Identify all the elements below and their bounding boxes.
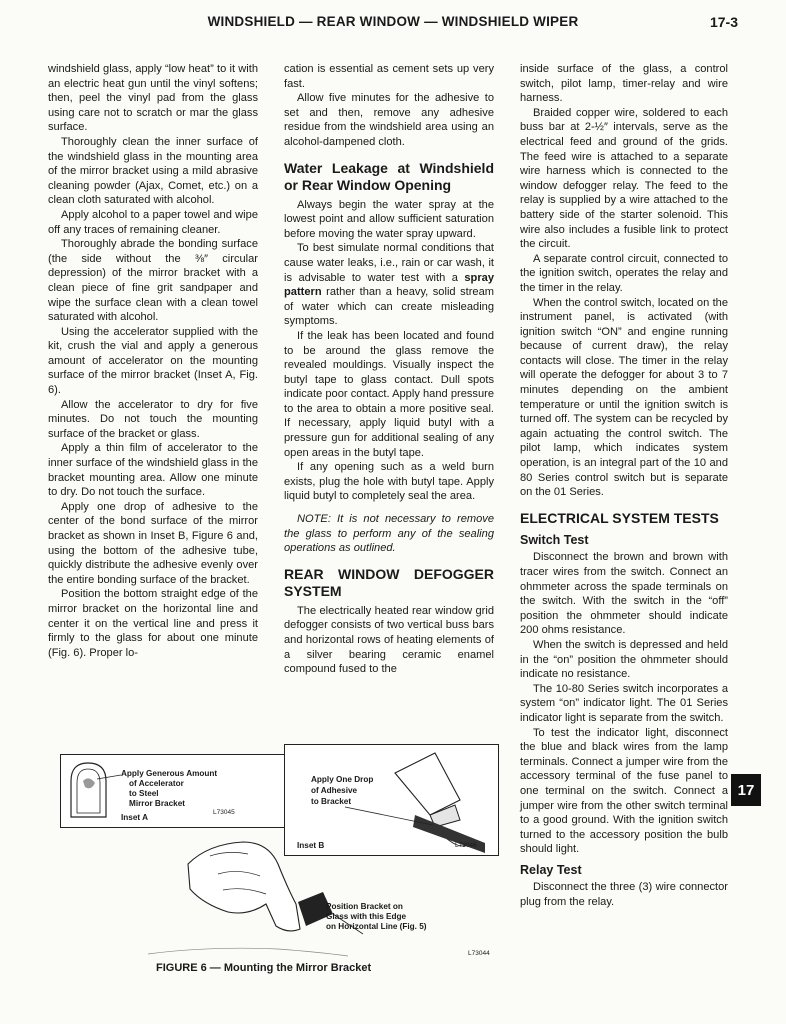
paragraph: The electrically heated rear window grid defogger consists of two vertical buss bars and horizontal rows of heating elements of a silver bearing ceramic enamel compound fused to the — [284, 604, 494, 676]
paragraph: Using the accelerator supplied with the kit, crush the vial and apply a generous amount of accelerator on the mounting surface of the mirror bracket (Inset A, Fig. 6). — [48, 325, 258, 397]
paragraph: Thoroughly abrade the bonding surface (the side without the ⅜″ circular depression) of the mirror bracket with a clean piece of fine grit sandpaper and wipe the surface clean with a clean towel saturated with alcohol. — [48, 238, 258, 324]
hand-pressing-bracket-illustration — [148, 834, 378, 964]
section-heading-rear-window-defogger: REAR WINDOW DEFOGGER SYSTEM — [284, 565, 494, 599]
inset-b-label: Inset B — [297, 841, 325, 850]
section-tab: 17 — [731, 774, 761, 806]
paragraph: Position the bottom straight edge of the mirror bracket on the horizontal line and center it on the vertical line and press it firmly to the glass for about one minute (Fig. 6). Proper lo- — [48, 588, 258, 659]
figure-label: to Steel — [129, 789, 159, 798]
paragraph: To test the indicator light, disconnect the blue and black wires from the lamp terminals. Connect a jumper wire from the accessory terminal of the fuse panel to one terminal on the switch. Connect a jumper wire from the other switch terminal to a good ground. With the ignition switch turned to the accessory position the bulb should light. — [520, 726, 728, 856]
figure-code: L73044 — [468, 950, 490, 957]
paragraph: If any opening such as a weld burn exists, plug the hole with butyl tape. Apply liquid butyl to completely seal the area. — [284, 461, 494, 503]
figure-6 — [48, 744, 503, 979]
paragraph — [284, 241, 494, 329]
paragraph: If the leak has been located and found to be around the glass remove the revealed mouldings. Visually inspect the butyl tape to glass contact. Dull spots indicate poor contact. Apply hand pressure to the area to obtain a more positive seal. If necessary, apply liquid butyl with a pressure gun for additional sealing of any open areas in the butyl tape. — [284, 329, 494, 459]
page-header — [48, 14, 738, 38]
figure-label: Mirror Bracket — [129, 799, 185, 808]
column-1 — [48, 62, 258, 660]
mirror-bracket-illustration — [61, 755, 286, 827]
paragraph: inside surface of the glass, a control switch, pilot lamp, timer-relay and wire harness. — [520, 63, 728, 105]
subheading-relay-test: Relay Test — [520, 862, 582, 877]
paragraph: Apply one drop of adhesive to the center of the bond surface of the mirror bracket as shown in Inset B, Figure 6 and, using the bottom of the adhesive tube, quickly distribute the adhesive evenly over the entire bonding surface of the bracket. — [48, 500, 258, 586]
paragraph: Thoroughly clean the inner surface of the windshield glass in the mounting area of the mirror bracket using a mild abrasive cleaning powder (Ajax, Comet, etc.) on a clean cloth saturated with alcohol. — [48, 135, 258, 207]
paragraph: Disconnect the three (3) wire connector plug from the relay. — [520, 881, 728, 909]
figure-label: Position Bracket on — [326, 902, 403, 911]
section-heading-water-leakage: Water Leakage at Windshield or Rear Window Opening — [284, 159, 494, 193]
paragraph: windshield glass, apply “low heat” to it with an electric heat gun until the vinyl softens; then, peel the vinyl pad from the glass using care not to scratch or mar the glass surface. — [48, 63, 258, 134]
inset-a-box — [60, 754, 287, 828]
figure-label: on Horizontal Line (Fig. 5) — [326, 922, 427, 931]
figure-label: Glass with this Edge — [326, 912, 407, 921]
paragraph: Allow the accelerator to dry for five minutes. Do not touch the mounting surface of the bracket or glass. — [48, 398, 258, 440]
section-heading-electrical-tests: ELECTRICAL SYSTEM TESTS — [520, 509, 719, 526]
figure-caption: FIGURE 6 — Mounting the Mirror Bracket — [156, 962, 372, 974]
paragraph: When the switch is depressed and held in the “on” position the ohmmeter should indicate no resistance. — [520, 638, 728, 681]
text-run: rather than a heavy, solid stream of water which can create misleading symptoms. — [284, 286, 494, 328]
paragraph: When the control switch, located on the instrument panel, is activated (with ignition switch “ON” and engine running because of current draw), the relay contacts will close. The timer in the relay will operate the defogger for about 3 to 7 minutes depending on the ambient temperature or until the ignition switch is turned off. The system can be recycled by again actuating the control switch. The pilot lamp, which indicates system operation, is an integral part of the 10 and 80 Series control switch but is separate on the 01 Series. — [520, 296, 728, 499]
page-title: WINDSHIELD — REAR WINDOW — WINDSHIELD WIPER — [207, 14, 579, 29]
paragraph: Apply a thin film of accelerator to the inner surface of the windshield glass in the bracket mounting area. Allow one minute to dry. Do not touch the surface. — [48, 442, 258, 499]
note-text: NOTE: It is not necessary to remove the glass to perform any of the sealing operations as outlined. — [284, 513, 494, 555]
text-run: To best simulate normal conditions that cause water leaks, i.e., rain or car wash, it is advisable to water test with a — [284, 242, 494, 284]
paragraph: cation is essential as cement sets up very fast. — [284, 63, 494, 90]
paragraph: A separate control circuit, connected to the ignition switch, operates the relay and the timer in the relay. — [520, 252, 728, 294]
paragraph: Disconnect the brown and brown with tracer wires from the switch. Connect an ohmmeter across the spade terminals on the switch. With the switch in the “off” position the ohmmeter should indicate 200 ohms resistance. — [520, 551, 728, 637]
paragraph: Always begin the water spray at the lowest point and allow sufficient saturation before moving the water spray upward. — [284, 198, 494, 240]
paragraph: The 10-80 Series switch incorporates a system “on” indicator light. The 01 Series indicator light is separate from the switch. — [520, 682, 728, 724]
page-number: 17-3 — [709, 14, 738, 30]
subheading-switch-test: Switch Test — [520, 532, 589, 547]
figure-label: of Adhesive — [311, 786, 358, 795]
paragraph: Braided copper wire, soldered to each buss bar at 2-½″ intervals, serve as the electrical feed and ground of the grids. The feed wire is attached to a separate wire harness which is connected to the window defogger relay. The feed to the relay is supplied by a wire attached to the battery side of the starter solenoid. This wire also includes a fusible link to protect the circuit. — [520, 106, 728, 251]
figure-label: Apply Generous Amount — [121, 769, 218, 778]
figure-label: to Bracket — [311, 797, 352, 806]
bold-text: spray pattern — [284, 271, 494, 299]
figure-label: of Accelerator — [129, 779, 184, 788]
paragraph: Apply alcohol to a paper towel and wipe off any traces of remaining cleaner. — [48, 208, 258, 236]
figure-code: L73045 — [213, 809, 235, 816]
column-2 — [284, 62, 494, 677]
paragraph: Allow five minutes for the adhesive to set and then, remove any adhesive residue from the windshield area using an alcohol-dampened cloth. — [284, 92, 494, 148]
inset-a-label: Inset A — [121, 813, 148, 822]
column-3 — [520, 62, 728, 910]
figure-label: Apply One Drop — [311, 775, 374, 784]
figure-code: L73046 — [455, 842, 477, 849]
